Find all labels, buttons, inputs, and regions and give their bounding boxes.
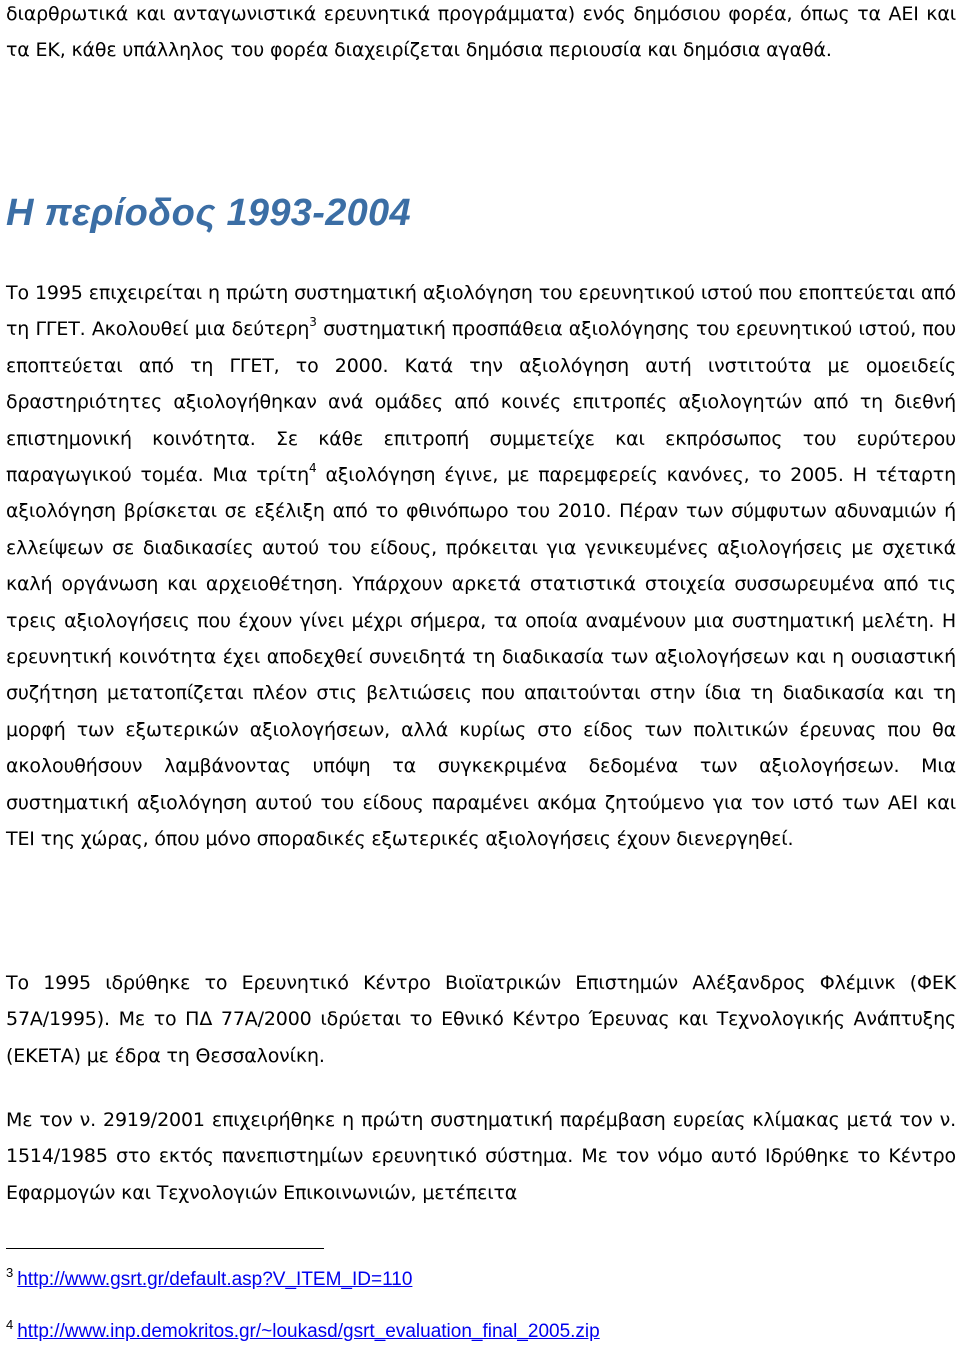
paragraph-research-centers: Το 1995 ιδρύθηκε το Ερευνητικό Κέντρο Βιοϊατρικών Επιστημών Αλέξανδρος Φλέμινκ (ΦΕΚ 57Α/1995). Με το ΠΔ 77Α/2000 ιδρύεται το Εθνικό Κέντρο Έρευνας και Τεχνολογικής Ανάπτυξης (ΕΚΕΤΑ) με έδρα τη Θεσσαλονίκη. (6, 972, 956, 1067)
footnote-number: 4 (6, 1317, 14, 1332)
footnote-4 (6, 1317, 600, 1344)
paragraph-text: συστηματική προσπάθεια αξιολόγησης του ερευνητικού ιστού, που εποπτεύεται από τη ΓΓΕΤ, το 2000. Κατά την αξιολόγηση αυτή ινστιτούτα με ομοειδείς δραστηριότητες αξιολογήθηκαν ανά ομάδες από κοινές επιτροπές αξιολογητών από τη διεθνή επιστημονική κοινότητα. Σε κάθε επιτροπή συμμετείχε και εκπρόσωπος του ευρύτερου παραγωγικού τομέα. Μια τρίτη (6, 318, 956, 487)
section-heading: Η περίοδος 1993-2004 (6, 192, 411, 234)
footnote-separator (6, 1248, 324, 1249)
paragraph-text: Το 1995 επιχειρείται η πρώτη συστηματική αξιολόγηση του ερευνητικού ιστού που εποπτεύεται από τη ΓΓΕΤ. Ακολουθεί μια δεύτερη (6, 282, 956, 341)
footnote-3 (6, 1265, 413, 1292)
intro-paragraph: διαρθρωτικά και ανταγωνιστικά ερευνητικά προγράμματα) ενός δημόσιου φορέα, όπως τα ΑΕΙ και τα ΕΚ, κάθε υπάλληλος του φορέα διαχειρίζεται δημόσια περιουσία και δημόσια αγαθά. (6, 3, 956, 62)
paragraph-text: αξιολόγηση έγινε, με παρεμφερείς κανόνες, το 2005. Η τέταρτη αξιολόγηση βρίσκεται σε εξέλιξη από το φθινόπωρο του 2010. Πέραν των σύμφυτων αδυναμιών ή ελλείψεων σε διαδικασίες αυτού του είδους, πρόκειται για γενικευμένες αξιολογήσεις με σχετικά καλή οργάνωση και αρχειοθέτηση. Υπάρχουν αρκετά στατιστικά στοιχεία συσσωρευμένα από τις τρεις αξιολογήσεις που έχουν γίνει μέχρι σήμερα, τα οποία αναμένουν μια συστηματική μελέτη. Η ερευνητική κοινότητα έχει αποδεχθεί συνειδητά τη διαδικασία των αξιολογήσεων και η ουσιαστική συζήτηση μετατοπίζεται πλέον στις βελτιώσεις που απαιτούνται στην ίδια τη διαδικασία και τη μορφή των εξωτερικών αξιολογήσεων, αλλά κυρίως στο είδος των πολιτικών έρευνας που θα ακολουθήσουν λαμβάνοντας υπόψη τα συγκεκριμένα δεδομένα των αξιολογήσεων. Μια συστηματική αξιολόγηση αυτού του είδους παραμένει ακόμα ζητούμενο για τον ιστό των ΑΕΙ και ΤΕΙ της χώρας, όπου μόνο σποραδικές εξωτερικές αξιολογήσεις έχουν διενεργηθεί. (6, 464, 956, 851)
footnote-number: 3 (6, 1265, 14, 1280)
footnote-ref-4[interactable]: 4 (309, 461, 317, 476)
paragraph-law-2919: Με τον ν. 2919/2001 επιχειρήθηκε η πρώτη συστηματική παρέμβαση ευρείας κλίμακας μετά τον ν. 1514/1985 στο εκτός πανεπιστημίων ερευνητικό σύστημα. Με τον νόμο αυτό Ιδρύθηκε το Κέντρο Εφαρμογών και Τεχνολογιών Επικοινωνιών, μετέπειτα (6, 1109, 956, 1204)
footnote-link-4[interactable]: http://www.inp.demokritos.gr/~loukasd/gsrt_evaluation_final_2005.zip (17, 1321, 600, 1342)
paragraph-evaluation-history (6, 275, 956, 858)
footnote-ref-3[interactable]: 3 (309, 315, 317, 330)
footnote-link-3[interactable]: http://www.gsrt.gr/default.asp?V_ITEM_ID=110 (17, 1269, 413, 1290)
